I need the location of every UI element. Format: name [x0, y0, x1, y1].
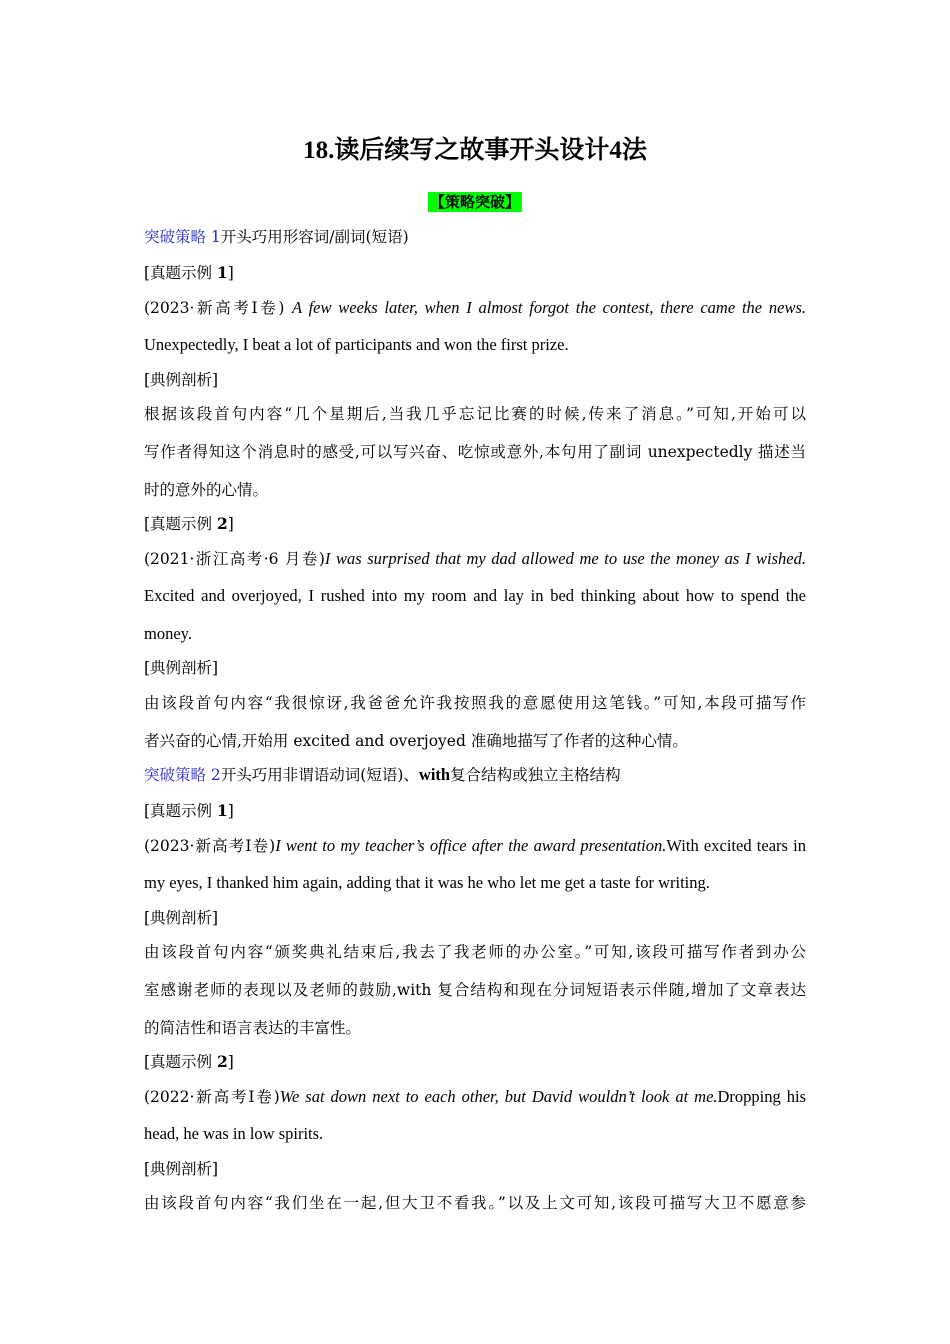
analysis-label: [典例剖析]: [144, 371, 219, 389]
analysis-text: 者兴奋的心情,开始用 excited and overjoyed 准确地描写了作者的这种心情。: [144, 732, 688, 750]
example-tag: [真题示例 1]: [144, 801, 234, 820]
page-title: 18.读后续写之故事开头设计4法: [303, 137, 647, 164]
analysis-label: [典例剖析]: [144, 1160, 219, 1178]
example-continuation: money.: [144, 624, 192, 643]
example-continuation: Unexpectedly, I beat a lot of participants and won the first prize.: [144, 335, 569, 354]
example-source: (2021·浙江高考·6 月卷): [144, 550, 325, 568]
example-source-line: [144, 548, 806, 570]
example-source-line: (2022·新高考Ⅰ卷)We sat down next to each other, but David wouldn’t look at me.Dropping his: [144, 1087, 806, 1106]
analysis-text: 由该段首句内容“颁奖典礼结束后,我去了我老师的办公室。”可知,该段可描写作者到办公: [144, 943, 806, 961]
analysis-label: [典例剖析]: [144, 909, 219, 927]
analysis-text: 时的意外的心情。: [144, 481, 269, 499]
example-source: (2022·新高考Ⅰ卷): [144, 1088, 280, 1106]
example-source-line: (2023·新高考Ⅰ卷)I went to my teacher’s office after the award presentation.With excited tears in: [144, 836, 807, 855]
example-source-line: [144, 297, 806, 319]
example-source: (2023·新高考Ⅰ卷): [144, 299, 293, 317]
analysis-text: 室感谢老师的表现以及老师的鼓励,with 复合结构和现在分词短语表示伴随,增加了文章表达: [144, 981, 806, 999]
example-tag: [真题示例 1]: [144, 263, 234, 282]
strategy-badge: 【策略突破】: [429, 193, 520, 211]
analysis-text: 由该段首句内容“我很惊讶,我爸爸允许我按照我的意愿使用这笔钱。”可知,本段可描写作: [144, 694, 806, 712]
analysis-label: [典例剖析]: [144, 659, 219, 677]
example-tag: [真题示例 2]: [144, 514, 234, 533]
analysis-text: 根据该段首句内容“几个星期后,当我几乎忘记比赛的时候,传来了消息。”可知,开始可以: [144, 405, 806, 423]
example-tag: [真题示例 2]: [144, 1052, 234, 1071]
example-quote: I was surprised that my dad allowed me to use the money as I wished.: [324, 549, 806, 568]
strategy-2-label: 突破策略 2: [144, 766, 221, 784]
analysis-text: 的简洁性和语言表达的丰富性。: [144, 1019, 362, 1037]
strategy-1-text: 开头巧用形容词/副词(短语): [220, 228, 409, 246]
example-quote: We sat down next to each other, but David wouldn’t look at me.: [279, 1087, 718, 1106]
analysis-text: 写作者得知这个消息时的感受,可以写兴奋、吃惊或意外,本句用了副词 unexpectedly 描述当: [144, 443, 806, 461]
strategy-2-heading: 突破策略 2开头巧用非谓语动词(短语)、with复合结构或独立主格结构: [144, 765, 621, 784]
example-continuation: head, he was in low spirits.: [144, 1124, 324, 1143]
strategy-1-label: 突破策略 1: [144, 228, 221, 246]
strategy-1-heading: [144, 226, 806, 248]
example-source: (2023·新高考Ⅰ卷): [144, 837, 276, 855]
analysis-text: 由该段首句内容“我们坐在一起,但大卫不看我。”以及上文可知,该段可描写大卫不愿意参: [144, 1194, 806, 1212]
example-continuation: Excited and overjoyed, I rushed into my room and lay in bed thinking about how to spend the: [144, 586, 806, 605]
example-quote: I went to my teacher’s office after the award presentation.: [275, 836, 667, 855]
example-quote: A few weeks later, when I almost forgot the contest, there came the news.: [292, 298, 806, 317]
example-continuation: my eyes, I thanked him again, adding that it was he who let me get a taste for writing.: [144, 873, 710, 892]
